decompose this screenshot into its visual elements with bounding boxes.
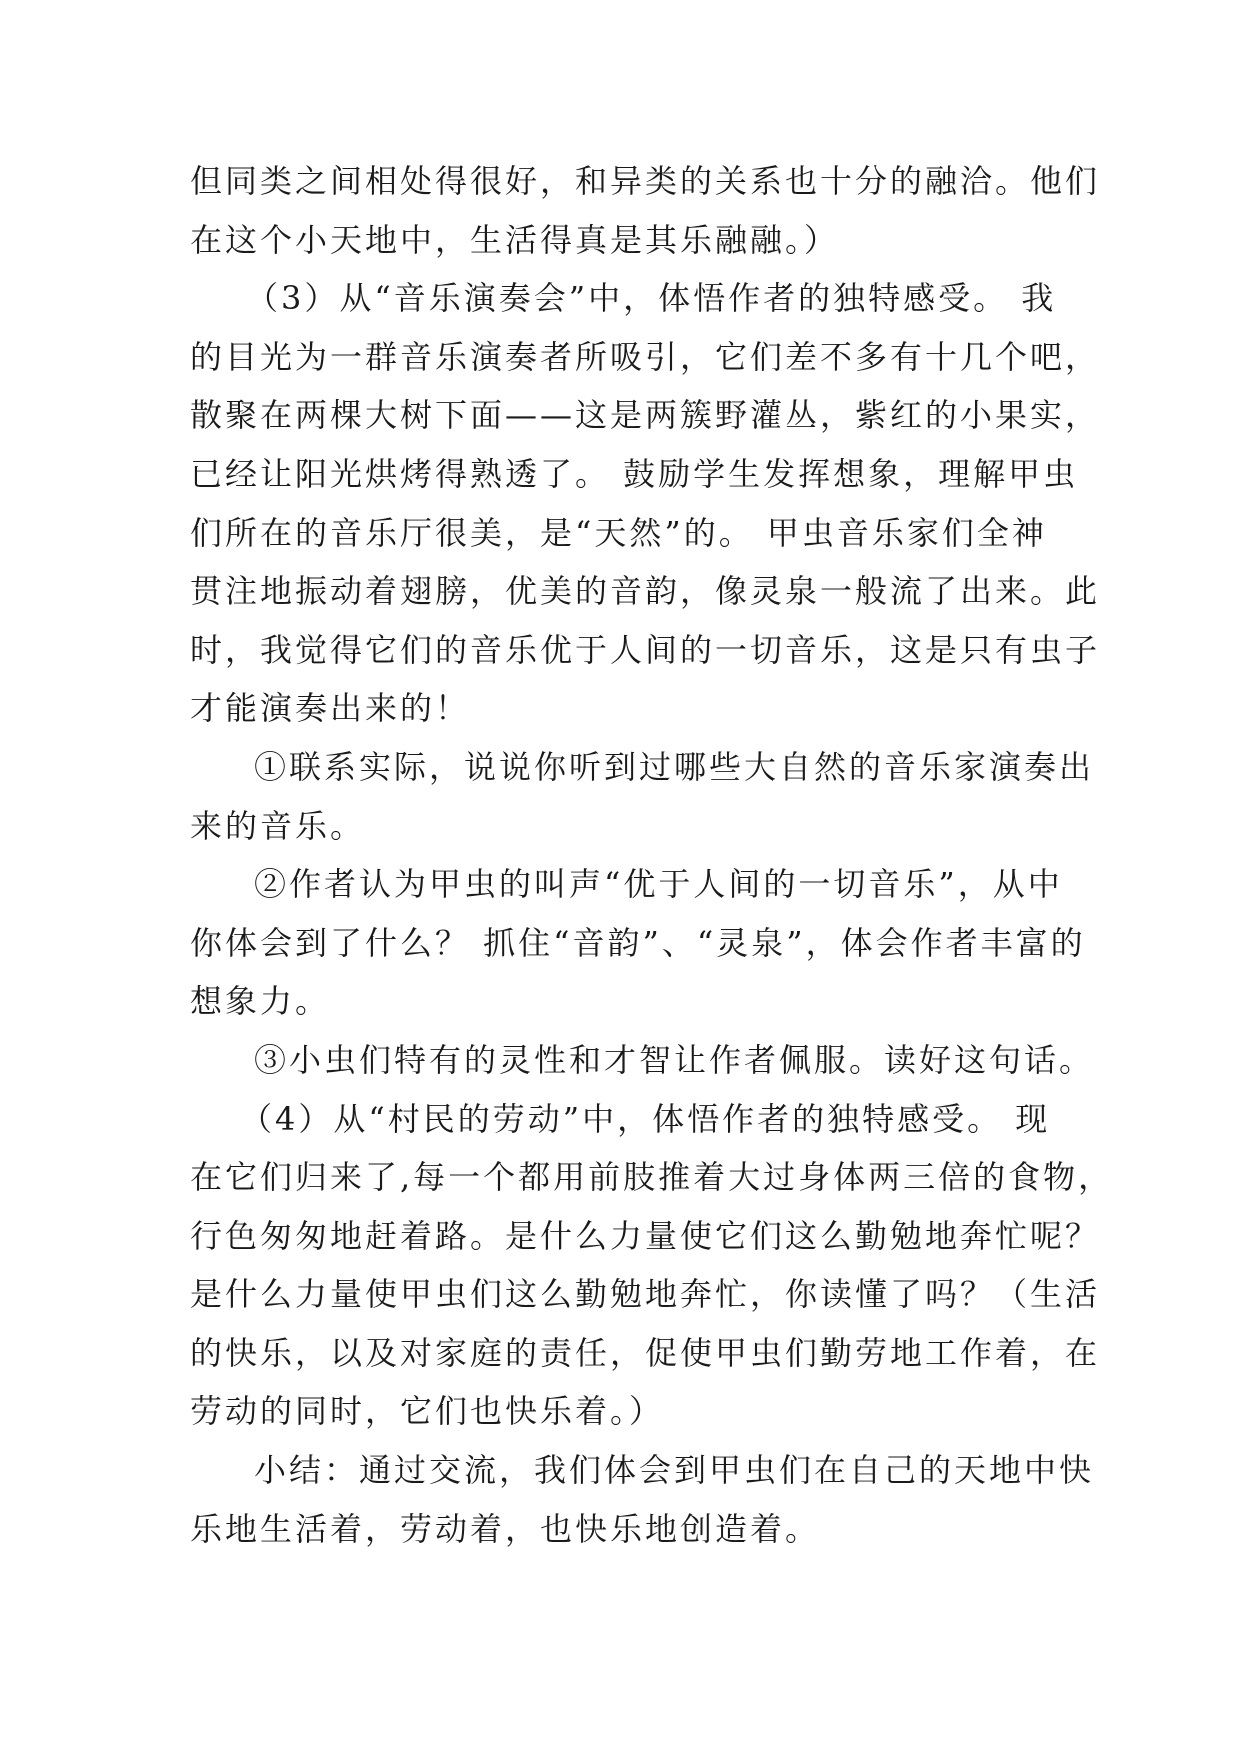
question-3 — [190, 1031, 1095, 1090]
text-line: 你体会到了什么？ 抓住“音韵”、“灵泉”，体会作者丰富的 — [190, 923, 1086, 962]
text-line: 的快乐，以及对家庭的责任，促使甲虫们勤劳地工作着，在 — [190, 1333, 1101, 1372]
text-line: 在这个小天地中，生活得真是其乐融融。） — [190, 220, 840, 259]
text-line: ②作者认为甲虫的叫声“优于人间的一切音乐”，从中 — [254, 865, 1063, 904]
text-line: 们所在的音乐厅很美，是“天然”的。 甲虫音乐家们全神 — [190, 513, 1047, 552]
text-line: ③小虫们特有的灵性和才智让作者佩服。读好这句话。 — [254, 1040, 1095, 1079]
text-line: 小结：通过交流，我们体会到甲虫们在自己的天地中快 — [254, 1451, 1095, 1490]
text-line: ①联系实际，说说你听到过哪些大自然的音乐家演奏出 — [254, 747, 1095, 786]
paragraph-music-concert — [190, 269, 1101, 738]
text-line: 来的音乐。 — [190, 806, 366, 845]
text-line: 想象力。 — [190, 982, 331, 1021]
text-line: 但同类之间相处得很好，和异类的关系也十分的融洽。他们 — [190, 162, 1101, 200]
text-line: （4）从“村民的劳动”中，体悟作者的独特感受。 现 — [240, 1099, 1051, 1138]
text-line: 劳动的同时，它们也快乐着。） — [190, 1392, 665, 1431]
text-line: （3）从“音乐演奏会”中，体悟作者的独特感受。 我 — [246, 279, 1057, 318]
paragraph-continuation — [190, 152, 1101, 269]
text-line: 已经让阳光烘烤得熟透了。 鼓励学生发挥想象，理解甲虫 — [190, 454, 1079, 493]
text-line: 才能演奏出来的！ — [190, 689, 471, 728]
paragraph-villagers-labor — [190, 1090, 1114, 1442]
text-line: 散聚在两棵大树下面——这是两簇野灌丛，紫红的小果实， — [190, 396, 1101, 435]
text-line: 时，我觉得它们的音乐优于人间的一切音乐，这是只有虫子 — [190, 630, 1101, 669]
text-line: 是什么力量使甲虫们这么勤勉地奔忙，你读懂了吗？（生活 — [190, 1275, 1101, 1314]
document-body — [190, 152, 1114, 1558]
question-1 — [190, 738, 1095, 855]
text-line: 行色匆匆地赶着路。是什么力量使它们这么勤勉地奔忙呢？ — [190, 1216, 1101, 1255]
summary-paragraph — [190, 1441, 1095, 1558]
text-line: 贯注地振动着翅膀，优美的音韵，像灵泉一般流了出来。此 — [190, 572, 1101, 611]
text-line: 在它们归来了,每一个都用前肢推着大过身体两三倍的食物， — [190, 1158, 1114, 1197]
question-2 — [190, 855, 1086, 1031]
text-line: 的目光为一群音乐演奏者所吸引，它们差不多有十几个吧， — [190, 337, 1101, 376]
text-line: 乐地生活着，劳动着，也快乐地创造着。 — [190, 1509, 821, 1548]
